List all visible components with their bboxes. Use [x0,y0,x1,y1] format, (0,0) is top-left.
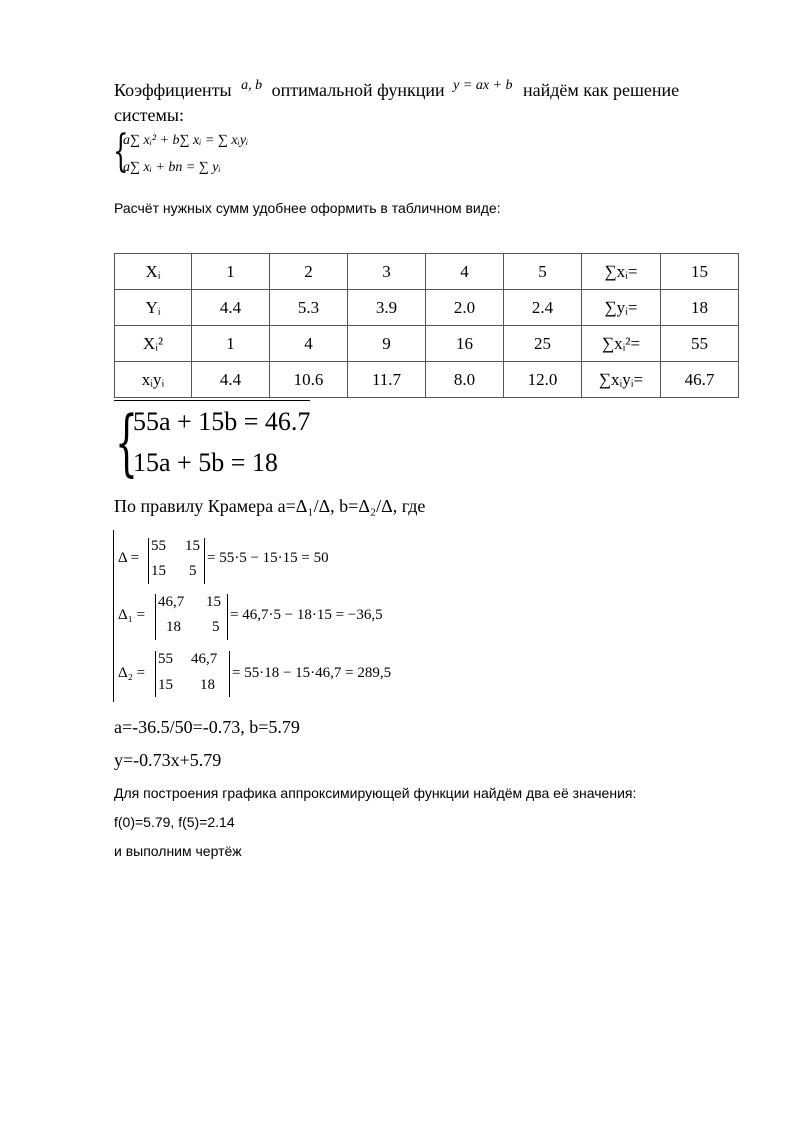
det2-m11: 55 [158,651,173,667]
table-cell: 3.9 [348,290,426,326]
graph-text: Для построения графика аппроксимирующей функции найдём два её значения: [114,785,637,801]
sum-value: 55 [661,326,739,362]
table-cell: 4 [270,326,348,362]
row-label: xᵢyᵢ [115,362,192,398]
det1-m22: 5 [212,619,220,635]
formula-ab: a, b [241,78,263,93]
det1-m11: 46,7 [158,594,185,610]
table-cell: 1 [192,326,270,362]
intro-text-2: оптимальной функции [271,80,445,100]
table-cell: 4.4 [192,290,270,326]
sum-value: 15 [661,254,739,290]
det-m11: 55 [151,538,166,554]
table-row [115,326,739,362]
table-intro: Расчёт нужных сумм удобнее оформить в табличном виде: [114,200,501,216]
intro-text-1: Коэффициенты [114,80,232,100]
det2-result: = 55·18 − 15·46,7 = 289,5 [232,665,392,681]
sum-value: 46.7 [661,362,739,398]
table-row [115,290,739,326]
sum-label: ∑yᵢ= [582,290,661,326]
det2-m22: 18 [200,677,215,693]
function-values: f(0)=5.79, f(5)=2.14 [114,814,235,830]
table-cell: 10.6 [270,362,348,398]
table-cell: 8.0 [426,362,504,398]
table-cell: 3 [348,254,426,290]
det1-m21: 18 [166,619,181,635]
table-cell: 2.4 [504,290,582,326]
final-text: и выполним чертёж [114,843,242,859]
table-cell: 4.4 [192,362,270,398]
system1-row2: a∑ xᵢ + bn = ∑ yᵢ [123,160,221,175]
intro-line-2: системы: [114,105,184,125]
coefficients-result: a=-36.5/50=-0.73, b=5.79 [114,717,300,737]
table-cell: 2.0 [426,290,504,326]
table-cell: 5 [504,254,582,290]
det2-label: Δ₂ = [118,665,146,681]
table-cell: 1 [192,254,270,290]
sum-value: 18 [661,290,739,326]
equation-box-rule [114,400,310,401]
table-cell: 5.3 [270,290,348,326]
system1-row1: a∑ xᵢ² + b∑ xᵢ = ∑ xᵢyᵢ [123,133,249,148]
system2-brace: { [115,400,138,484]
det2-m21: 15 [158,677,173,693]
determinant-block-border [113,530,114,702]
system2-row1: 55a + 15b = 46.7 [133,407,311,436]
formula-linear-function: y = ax + b [453,78,513,93]
intro-text-3: найдём как решение [522,80,680,100]
det-result: = 55·5 − 15·15 = 50 [207,550,329,566]
sum-label: ∑xᵢ²= [582,326,661,362]
table-row [115,254,739,290]
table-cell: 12.0 [504,362,582,398]
table-cell: 11.7 [348,362,426,398]
system2-row2: 15a + 5b = 18 [133,448,278,477]
sum-label: ∑xᵢyᵢ= [582,362,661,398]
table-cell: 25 [504,326,582,362]
det2-m12: 46,7 [191,651,218,667]
system1-brace: { [113,126,129,177]
det1-label: Δ₁ = [118,607,146,623]
row-label: Xᵢ² [115,326,192,362]
sums-table [114,253,739,398]
table-cell: 2 [270,254,348,290]
row-label: Xᵢ [115,254,192,290]
function-result: y=-0.73x+5.79 [114,750,222,770]
det1-m12: 15 [206,594,221,610]
det1-result: = 46,7·5 − 18·15 = −36,5 [230,607,383,623]
intro-line [114,80,679,101]
det-m12: 15 [185,538,200,554]
table-row [115,362,739,398]
table-cell: 4 [426,254,504,290]
row-label: Yᵢ [115,290,192,326]
sum-label: ∑xᵢ= [582,254,661,290]
cramer-rule-line: По правилу Крамера a=Δ₁/Δ, b=Δ₂/Δ, где [114,496,426,516]
table-cell: 16 [426,326,504,362]
det-m22: 5 [189,563,197,579]
det-m21: 15 [151,563,166,579]
det-label: Δ = [118,550,140,566]
table-cell: 9 [348,326,426,362]
